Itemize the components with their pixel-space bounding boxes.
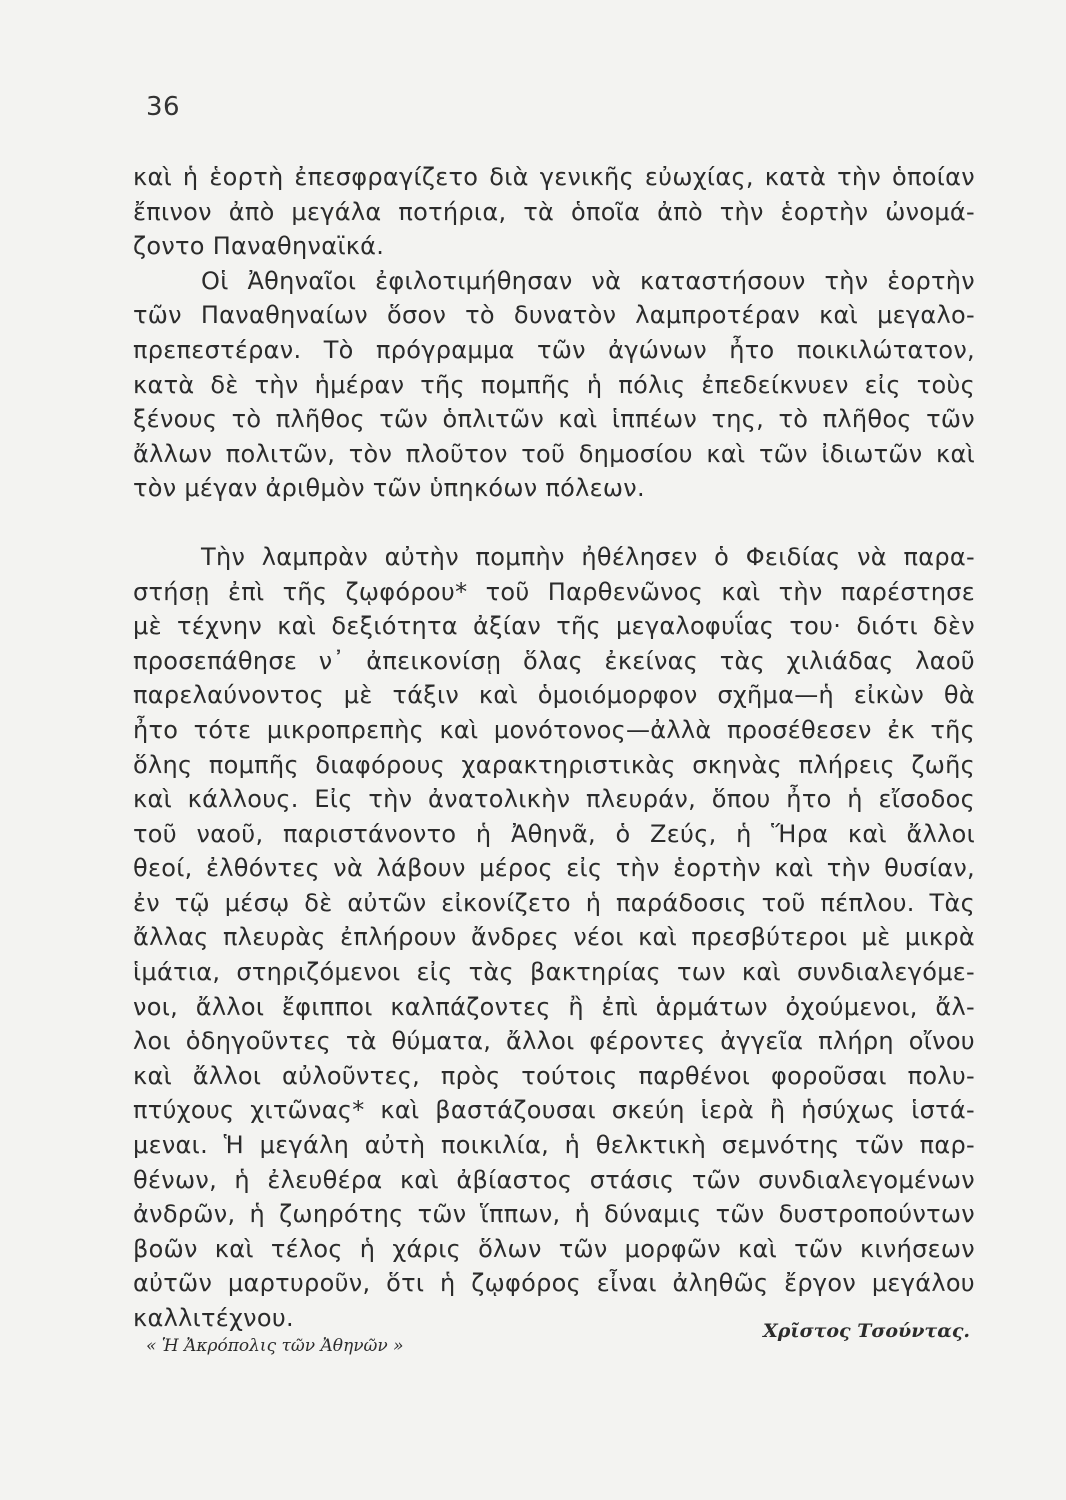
paragraph-3 (133, 540, 975, 1336)
text-line: καὶ κάλλους. Εἰς τὴν ἀνατολικὴν πλευράν, ὅπου ἦτο ἡ εἴσοδος (133, 785, 975, 814)
attribution (140, 1320, 970, 1360)
text-line: τοῦ ναοῦ, παριστάνοντο ἡ Ἀθηνᾶ, ὁ Ζεύς, ἡ Ἥρα καὶ ἄλλοι (133, 819, 975, 848)
source-citation: « Ἡ Ἀκρόπολις τῶν Ἀθηνῶν » (146, 1336, 404, 1356)
text-line: Τὴν λαμπρὰν αὐτὴν πομπὴν ἠθέλησεν ὁ Φειδίας νὰ παρα- (201, 542, 975, 571)
text-line: ἱμάτια, στηριζόμενοι εἰς τὰς βακτηρίας των καὶ συνδιαλεγόμε- (133, 958, 975, 987)
text-line: ὅλης πομπῆς διαφόρους χαρακτηριστικὰς σκηνὰς πλήρεις ζωῆς (133, 750, 975, 779)
text-line: τῶν Παναθηναίων ὅσον τὸ δυνατὸν λαμπροτέραν καὶ μεγαλο- (133, 301, 975, 330)
text-line: ἄλλας πλευρὰς ἐπλήρουν ἄνδρες νέοι καὶ πρεσβύτεροι μὲ μικρὰ (133, 923, 975, 952)
text-line: πρεπεστέραν. Τὸ πρόγραμμα τῶν ἀγώνων ἦτο ποικιλώτατον, (133, 335, 975, 364)
text-line: καλλιτέχνου. (133, 1304, 294, 1332)
text-line: θεοί, ἐλθόντες νὰ λάβουν μέρος εἰς τὴν ἑορτὴν καὶ τὴν θυσίαν, (133, 854, 975, 883)
body-text (133, 160, 975, 1336)
paragraph-spacer (133, 506, 975, 540)
text-line: Οἱ Ἀθηναῖοι ἐφιλοτιμήθησαν νὰ καταστήσουν τὴν ἑορτὴν (201, 266, 975, 295)
text-line: μεναι. Ἡ μεγάλη αὐτὴ ποικιλία, ἡ θελκτικὴ σεμνότης τῶν παρ- (133, 1131, 975, 1160)
text-line: κατὰ δὲ τὴν ἡμέραν τῆς πομπῆς ἡ πόλις ἐπεδείκνυεν εἰς τοὺς (133, 370, 975, 399)
text-line: ἐν τῷ μέσῳ δὲ αὐτῶν εἰκονίζετο ἡ παράδοσις τοῦ πέπλου. Τὰς (133, 888, 975, 917)
paragraph-1 (133, 160, 975, 264)
text-line: μὲ τέχνην καὶ δεξιότητα ἀξίαν τῆς μεγαλοφυΐας του· διότι δὲν (133, 612, 975, 641)
page-number: 36 (146, 92, 181, 122)
text-line: λοι ὁδηγοῦντες τὰ θύματα, ἄλλοι φέροντες ἀγγεῖα πλήρη οἴνου (133, 1027, 975, 1056)
author-signature: Χρῖστος Τσούντας. (763, 1320, 970, 1342)
text-line: καὶ ἡ ἑορτὴ ἐπεσφραγίζετο διὰ γενικῆς εὐωχίας, κατὰ τὴν ὁποίαν (133, 163, 975, 191)
text-line: προσεπάθησε ν᾽ ἀπεικονίσῃ ὅλας ἐκείνας τὰς χιλιάδας λαοῦ (133, 646, 975, 675)
text-line: ἔπινον ἀπὸ μεγάλα ποτήρια, τὰ ὁποῖα ἀπὸ τὴν ἑορτὴν ὠνομά- (133, 197, 975, 226)
text-line: τὸν μέγαν ἀριθμὸν τῶν ὑπηκόων πόλεων. (133, 474, 645, 503)
text-line: αὐτῶν μαρτυροῦν, ὅτι ἡ ζῳφόρος εἶναι ἀληθῶς ἔργον μεγάλου (133, 1269, 975, 1298)
text-line: ἄλλων πολιτῶν, τὸν πλοῦτον τοῦ δημοσίου καὶ τῶν ἰδιωτῶν καὶ (133, 439, 975, 468)
text-line: ζοντο Παναθηναϊκά. (133, 232, 385, 261)
paragraph-2 (133, 264, 975, 506)
text-line: θένων, ἡ ἐλευθέρα καὶ ἀβίαστος στάσις τῶν συνδιαλεγομένων (133, 1165, 975, 1194)
text-line: πτύχους χιτῶνας* καὶ βαστάζουσαι σκεύη ἱερὰ ἢ ἡσύχως ἱστά- (133, 1096, 975, 1125)
text-line: νοι, ἄλλοι ἔφιπποι καλπάζοντες ἢ ἐπὶ ἁρμάτων ὀχούμενοι, ἄλ- (133, 992, 975, 1021)
text-line: καὶ ἄλλοι αὐλοῦντες, πρὸς τούτοις παρθένοι φοροῦσαι πολυ- (133, 1061, 975, 1090)
text-line: στήσῃ ἐπὶ τῆς ζῳφόρου* τοῦ Παρθενῶνος καὶ τὴν παρέστησε (133, 577, 975, 606)
text-line: ξένους τὸ πλῆθος τῶν ὁπλιτῶν καὶ ἱππέων της, τὸ πλῆθος τῶν (133, 405, 975, 434)
text-line: ἀνδρῶν, ἡ ζωηρότης τῶν ἵππων, ἡ δύναμις τῶν δυστροπούντων (133, 1200, 975, 1229)
text-line: παρελαύνοντος μὲ τάξιν καὶ ὁμοιόμορφον σχῆμα—ἡ εἰκὼν θὰ (133, 681, 975, 710)
text-line: ἦτο τότε μικροπρεπὴς καὶ μονότονος—ἀλλὰ προσέθεσεν ἐκ τῆς (133, 715, 975, 744)
text-line: βοῶν καὶ τέλος ἡ χάρις ὅλων τῶν μορφῶν καὶ τῶν κινήσεων (133, 1234, 975, 1263)
